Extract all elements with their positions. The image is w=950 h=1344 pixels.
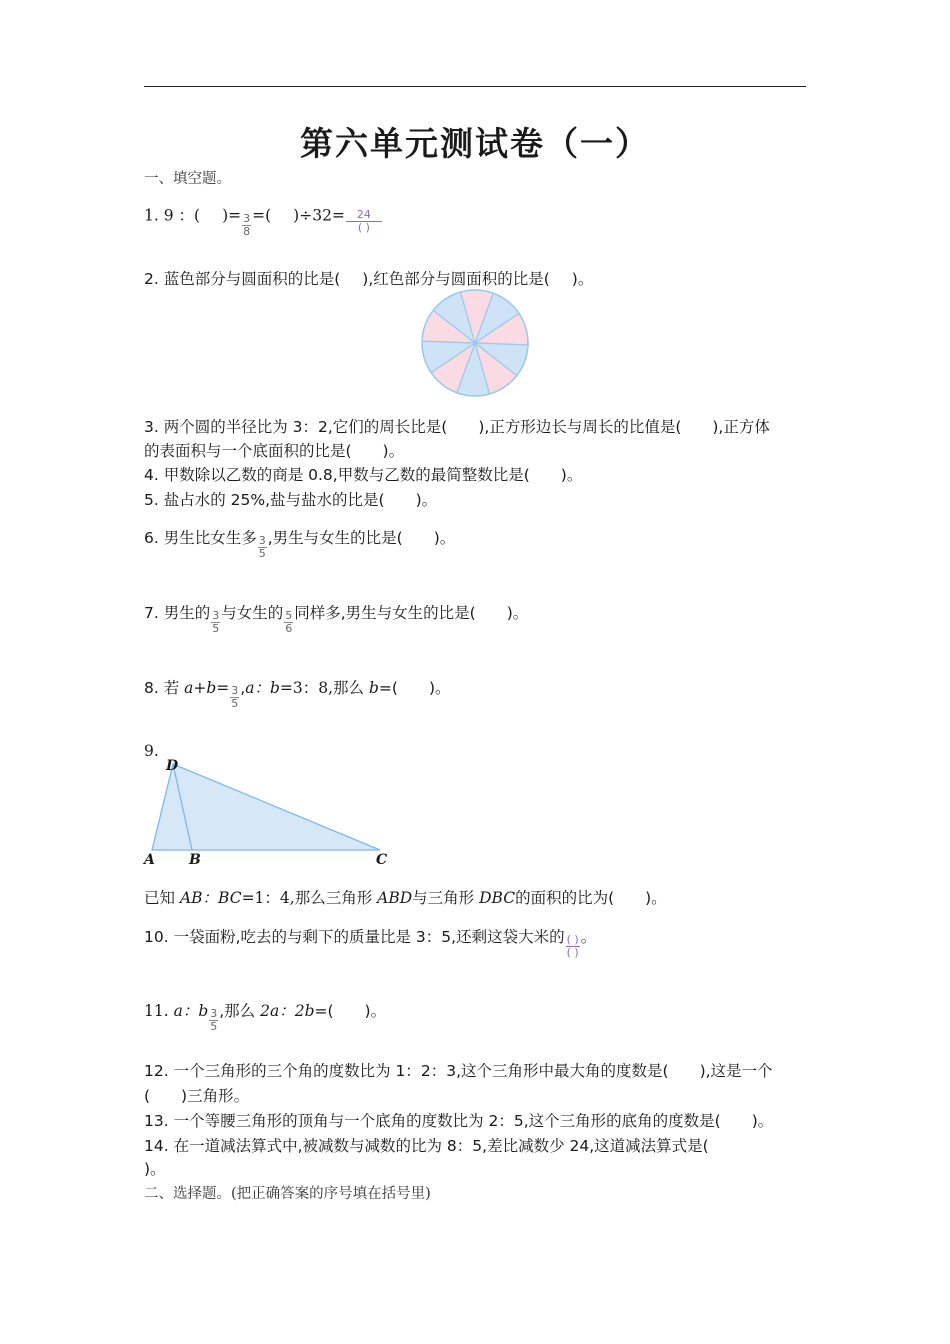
q7-fraction-2: $\frac{5}{6}$ xyxy=(285,609,293,635)
question-13: 13. 一个等腰三角形的顶角与一个底角的度数比为 2：5,这个三角形的底角的度数是( )。 xyxy=(144,1112,774,1130)
q7-fraction-1: $\frac{3}{5}$ xyxy=(212,609,220,635)
question-5: 5. 盐占水的 25%,盐与盐水的比是( )。 xyxy=(144,491,438,509)
q1-part-a: 9 ：( xyxy=(163,206,201,225)
q1-part-d: )÷32= xyxy=(293,206,345,225)
question-9-number: 9. xyxy=(144,742,159,760)
q11-fraction: $\frac{3}{5}$ xyxy=(210,1007,218,1033)
header-rule xyxy=(144,86,806,87)
question-2: 2. 蓝色部分与圆面积的比是( ),红色部分与圆面积的比是( )。 xyxy=(144,270,594,288)
label-b: B xyxy=(189,852,201,868)
triangle-figure xyxy=(140,756,400,874)
label-d: D xyxy=(166,758,179,774)
question-9-text: 已知 AB：BC=1：4,那么三角形 ABD与三角形 DBC的面积的比为( )。 xyxy=(144,889,667,907)
question-12-line-1: 12. 一个三角形的三个角的度数比为 1：2：3,这个三角形中最大角的度数是( ),这是一个 xyxy=(144,1062,773,1080)
q1-part-b: )= xyxy=(222,206,242,225)
triangle-abc-d xyxy=(152,764,380,850)
section-2-heading: 二、选择题。(把正确答案的序号填在括号里) xyxy=(144,1186,431,1202)
question-10: 10. 一袋面粉,吃去的与剩下的质量比是 3：5,还剩这袋大米的 $\frac{( )}{( )}$ 。 xyxy=(144,928,597,959)
question-3-line-2: 的表面积与一个底面积的比是( )。 xyxy=(144,442,405,460)
label-a: A xyxy=(144,852,155,868)
q1-fraction-2: $\frac{24}{( )}$ xyxy=(346,209,382,234)
question-11: 11. a：b $\frac{3}{5}$ ,那么 2a：2b=( )。 xyxy=(144,1002,387,1033)
question-4: 4. 甲数除以乙数的商是 0.8,甲数与乙数的最简整数比是( )。 xyxy=(144,466,583,484)
circle-pie-figure xyxy=(418,288,532,398)
question-14-line-2: )。 xyxy=(144,1160,166,1178)
question-8: 8. 若 a+b= $\frac{3}{5}$ ,a：b=3：8,那么 b=( )。 xyxy=(144,679,451,710)
question-14-line-1: 14. 在一道减法算式中,被减数与减数的比为 8：5,差比减数少 24,这道减法算式是( xyxy=(144,1137,709,1155)
q10-fraction: $\frac{( )}{( )}$ xyxy=(566,933,579,959)
q8-fraction: $\frac{3}{5}$ xyxy=(231,684,239,710)
q1-part-c: =( xyxy=(252,206,272,225)
page-title: 第六单元测试卷（一） xyxy=(300,124,650,163)
question-1 xyxy=(144,204,383,238)
q1-num: 1. xyxy=(144,206,159,225)
section-1-heading: 一、填空题。 xyxy=(144,171,231,187)
question-6: 6. 男生比女生多 $\frac{3}{5}$ ,男生与女生的比是( )。 xyxy=(144,529,456,560)
label-c: C xyxy=(376,852,388,868)
question-12-line-2: ( )三角形。 xyxy=(144,1087,250,1105)
question-7: 7. 男生的 $\frac{3}{5}$ 与女生的 $\frac{5}{6}$ 同样多,男生与女生的比是( )。 xyxy=(144,604,529,635)
question-3-line-1: 3. 两个圆的半径比为 3：2,它们的周长比是( ),正方形边长与周长的比值是( ),正方体 xyxy=(144,418,770,436)
q1-fraction-1: $\frac{3}{8}$ xyxy=(243,212,251,238)
q6-fraction: $\frac{3}{5}$ xyxy=(258,534,266,560)
